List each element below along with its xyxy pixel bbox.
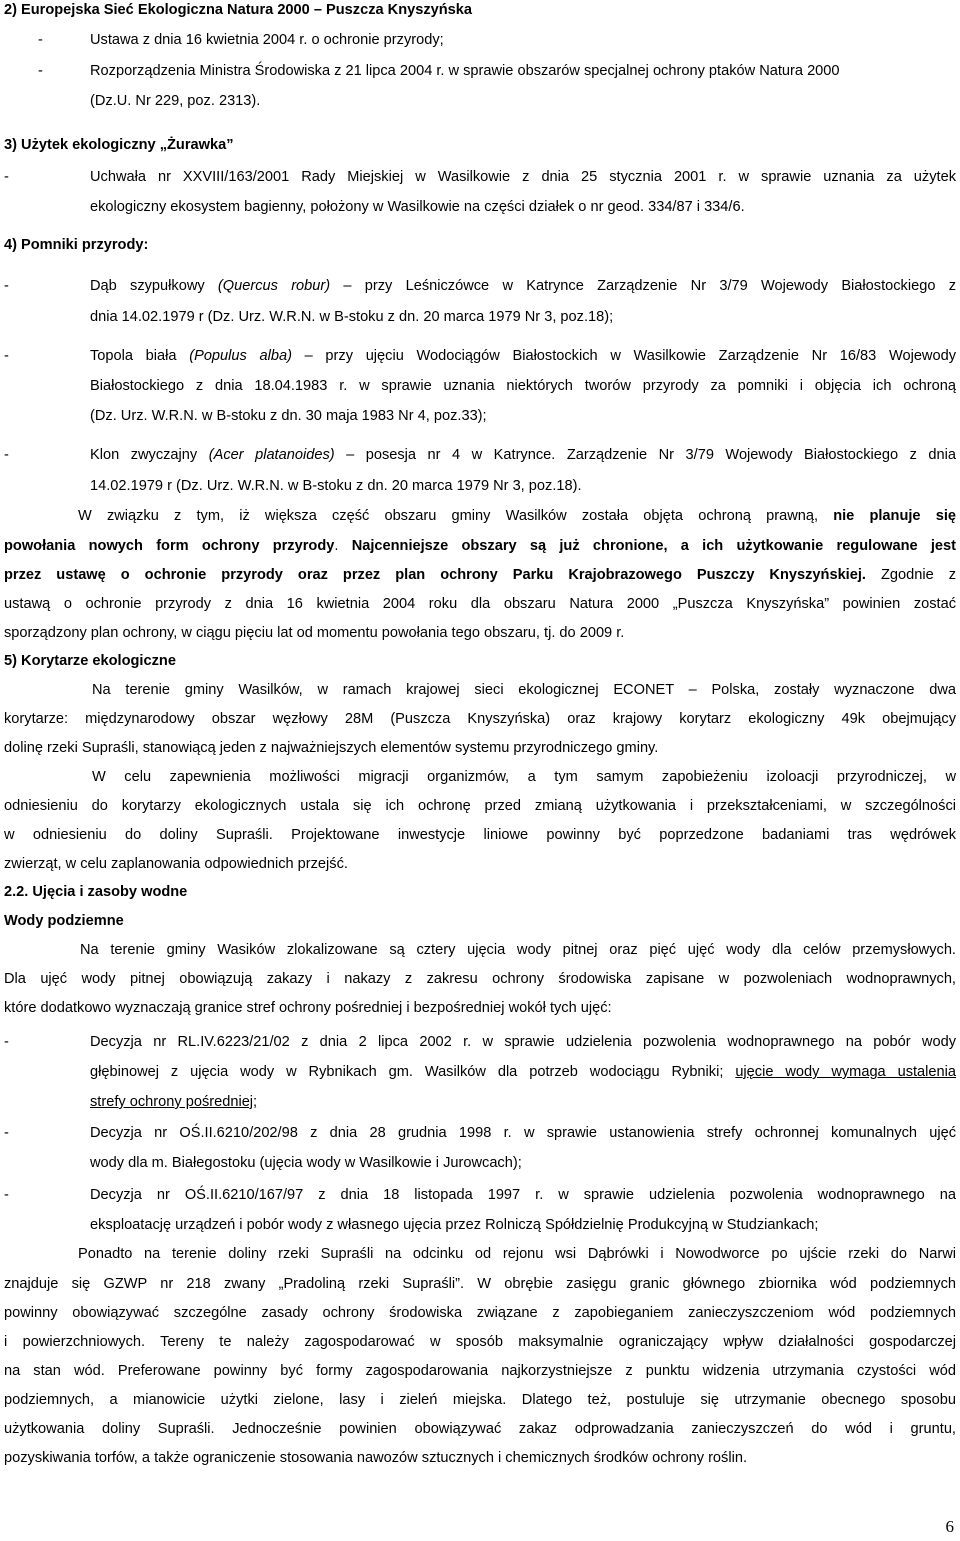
uzytek-list-item-1: Uchwała nr XXVIII/163/2001 Rady Miejskiej w Wasilkowie z dnia 25 stycznia 2001 r. w sprawie uznania za użytek [90, 169, 956, 185]
wody-p2-line-4: i powierzchniowych. Tereny te należy zagospodarować w sposób maksymalnie ograniczający wpływ działalności gospodarczej [4, 1334, 956, 1350]
heading-natura-2000: 2) Europejska Sieć Ekologiczna Natura 2000 – Puszcza Knyszyńska [4, 2, 473, 18]
summary-line-2: powołania nowych form ochrony przyrody. Najcenniejsze obszary są już chronione, a ich użytkowanie regulowane jest [4, 538, 957, 554]
decyzja-1-cont: głębinowej z ujęcia wody w Rybnikach gm. Wasilków dla potrzeb wodociągu Rybniki; ujęcie wody wymaga ustalenia [90, 1064, 957, 1080]
list-dash: - [4, 278, 9, 294]
list-dash: - [4, 1125, 9, 1141]
decyzja-3: Decyzja nr OŚ.II.6210/167/97 z dnia 18 listopada 1997 r. w sprawie udzielenia pozwolenia wodnoprawnego na [90, 1187, 956, 1203]
decyzja-1: Decyzja nr RL.IV.6223/21/02 z dnia 2 lipca 2002 r. w sprawie udzielenia pozwolenia wodnoprawnego na pobór wody [90, 1034, 956, 1050]
pomnik-dab: Dąb szypułkowy (Quercus robur) – przy Leśniczówce w Katrynce Zarządzenie Nr 3/79 Wojewody Białostockiego z [90, 278, 956, 294]
wody-p1-line-3: które dodatkowo wyznaczają granice stref ochrony pośredniej i bezpośredniej wokół tych ujęć: [4, 1000, 612, 1016]
decyzja-2-cont: wody dla m. Białegostoku (ujęcia wody w Wasilkowie i Jurowcach); [90, 1155, 522, 1171]
list-dash: - [4, 1034, 9, 1050]
summary-line-4: ustawą o ochronie przyrody z dnia 16 kwietnia 2004 roku dla obszaru Natura 2000 „Puszcza Knyszyńska” powinien zostać [4, 596, 956, 612]
wody-p2-line-2: znajduje się GZWP nr 218 zwany „Pradoliną rzeki Supraśli”. W obrębie zasięgu granic głównego zbiornika wód podziemnych [4, 1276, 956, 1292]
list-dash: - [4, 169, 9, 185]
page-number: 6 [945, 1517, 954, 1536]
korytarze-p1-line-1: Na terenie gminy Wasilków, w ramach krajowej sieci ekologicznej ECONET – Polska, zostały wyznaczone dwa [92, 682, 956, 698]
pomnik-topola-cont-2: (Dz. Urz. W.R.N. w B-stoku z dn. 30 maja 1983 Nr 4, poz.33); [90, 408, 487, 424]
korytarze-p1-line-3: dolinę rzeki Supraśli, stanowiącą jeden z najważniejszych elementów systemu przyrodniczego gminy. [4, 740, 659, 756]
heading-uzytek-zurawka: 3) Użytek ekologiczny „Żurawka” [4, 137, 234, 153]
decyzja-3-cont: eksploatację urządzeń i pobór wody z własnego ujęcia przez Rolniczą Spółdzielnię Produkcyjną w Studziankach; [90, 1217, 819, 1233]
natura-list-item-2-cont: (Dz.U. Nr 229, poz. 2313). [90, 93, 261, 109]
natura-list-item-2: Rozporządzenia Ministra Środowiska z 21 lipca 2004 r. w sprawie obszarów specjalnej ochrony ptaków Natura 2000 [90, 63, 840, 79]
wody-p2-line-5: na stan wód. Preferowane powinny być formy zagospodarowania najkorzystniejsze z punktu widzenia utrzymania czystości wód [4, 1363, 956, 1379]
list-dash: - [4, 348, 9, 364]
list-dash: - [4, 1187, 9, 1203]
wody-p2-line-1: Ponadto na terenie doliny rzeki Supraśli na odcinku od rejonu wsi Dąbrówki i Nowodworce po ujście rzeki do Narwi [78, 1246, 956, 1262]
summary-line-3: przez ustawę o ochronie przyrody oraz przez plan ochrony Parku Krajobrazowego Puszczy Knyszyńskiej. Zgodnie z [4, 567, 956, 583]
korytarze-p2-line-1: W celu zapewnienia możliwości migracji organizmów, a tym samym zapobieżeniu izoloacji przyrodniczej, w [92, 769, 956, 785]
decyzja-1-cont-2: strefy ochrony pośredniej; [90, 1094, 258, 1110]
decyzja-2: Decyzja nr OŚ.II.6210/202/98 z dnia 28 grudnia 1998 r. w sprawie ustanowienia strefy ochronnej komunalnych ujęć [90, 1125, 956, 1141]
korytarze-p1-line-2: korytarze: międzynarodowy obszar węzłowy 28M (Puszcza Knyszyńska) oraz krajowy korytarz ekologiczny 49k obejmujący [4, 711, 956, 727]
heading-pomniki-przyrody: 4) Pomniki przyrody: [4, 237, 149, 253]
pomnik-topola: Topola biała (Populus alba) – przy ujęciu Wodociągów Białostockich w Wasilkowie Zarządzenie Nr 16/83 Wojewody [90, 348, 956, 364]
wody-p2-line-6: podziemnych, a mianowicie użytki zielone, lasy i zieleń miejska. Dlatego też, postuluje się utrzymanie obecnego sposobu [4, 1392, 956, 1408]
wody-p2-line-7: użytkowania doliny Supraśli. Jednocześnie powinien obowiązywać zakaz odprowadzania zanieczyszczeń do wód i gruntu, [4, 1421, 956, 1437]
korytarze-p2-line-2: odniesieniu do korytarzy ekologicznych ustala się ich ochronę przed zmianą użytkowania i przekształceniami, w szczególności [4, 798, 956, 814]
wody-p1-line-1: Na terenie gminy Wasików zlokalizowane są cztery ujęcia wody pitnej oraz pięć ujęć wody dla celów przemysłowych. [80, 942, 956, 958]
summary-line-1: W związku z tym, iż większa część obszaru gminy Wasilków została objęta ochroną prawną, nie planuje się [78, 508, 956, 524]
wody-p1-line-2: Dla ujęć wody pitnej obowiązują zakazy i nakazy z zakresu ochrony środowiska zapisane w pozwoleniach wodnoprawnych, [4, 971, 956, 987]
pomnik-topola-cont: Białostockiego z dnia 18.04.1983 r. w sprawie uznania niektórych tworów przyrody za pomniki i objęcia ich ochroną [90, 378, 956, 394]
uzytek-list-item-1-cont: ekologiczny ekosystem bagienny, położony w Wasilkowie na części działek o nr geod. 334/87 i 334/6. [90, 199, 745, 215]
pomnik-klon: Klon zwyczajny (Acer platanoides) – posesja nr 4 w Katrynce. Zarządzenie Nr 3/79 Wojewody Białostockiego z dnia [90, 447, 956, 463]
korytarze-p2-line-4: zwierząt, w celu zaplanowania odpowiednich przejść. [4, 856, 348, 872]
wody-p2-line-8: pozyskiwania torfów, a także ograniczenie stosowania nawozów sztucznych i chemicznych środków ochrony roślin. [4, 1450, 748, 1466]
summary-line-5: sporządzony plan ochrony, w ciągu pięciu lat od momentu powołania tego obszaru, tj. do 2009 r. [4, 625, 625, 641]
list-dash: - [4, 447, 9, 463]
list-dash: - [38, 63, 43, 79]
heading-korytarze: 5) Korytarze ekologiczne [4, 653, 176, 669]
natura-list-item-1: Ustawa z dnia 16 kwietnia 2004 r. o ochronie przyrody; [90, 32, 444, 48]
pomnik-klon-cont: 14.02.1979 r (Dz. Urz. W.R.N. w B-stoku z dn. 20 marca 1979 Nr 3, poz.18). [90, 478, 582, 494]
heading-ujecia-zasoby: 2.2. Ujęcia i zasoby wodne [4, 884, 188, 900]
heading-wody-podziemne: Wody podziemne [4, 913, 124, 929]
pomnik-dab-cont: dnia 14.02.1979 r (Dz. Urz. W.R.N. w B-stoku z dn. 20 marca 1979 Nr 3, poz.18); [90, 309, 614, 325]
korytarze-p2-line-3: w odniesieniu do doliny Supraśli. Projektowane inwestycje liniowe powinny być poprzedzone badaniami tras wędrówek [4, 827, 956, 843]
list-dash: - [38, 32, 43, 48]
wody-p2-line-3: powinny obowiązywać szczególne zasady ochrony środowiska związane z zapobieganiem zanieczyszczeniom wód podziemnych [4, 1305, 956, 1321]
